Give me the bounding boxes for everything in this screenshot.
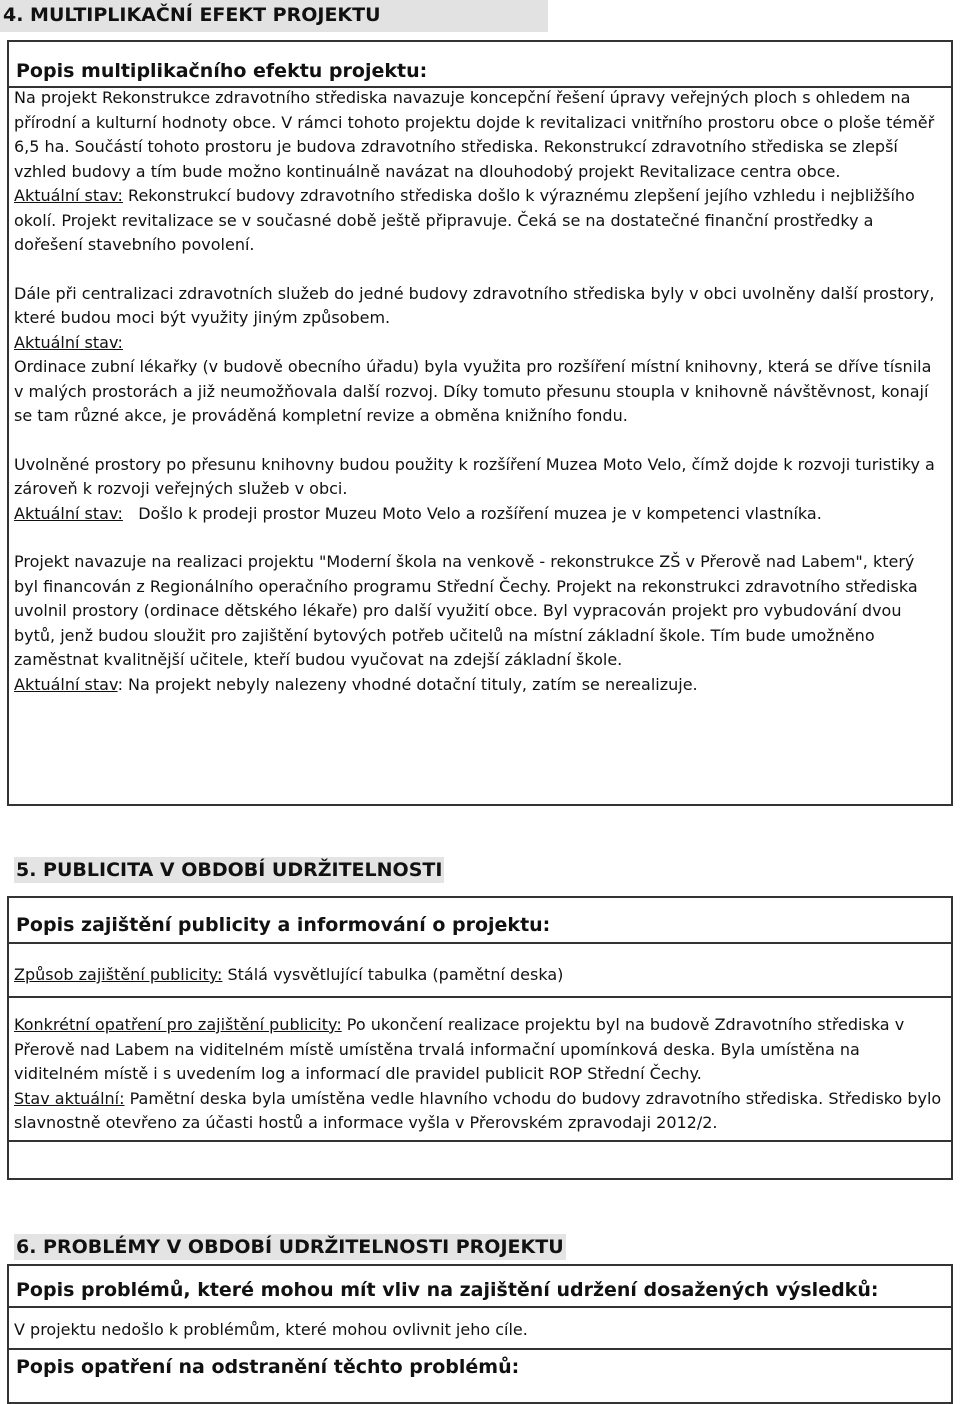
paragraph-4 [14, 550, 942, 673]
paragraph-3-text: Uvolněné prostory po přesunu knihovny budou použity k rozšíření Muzea Moto Velo, čímž dojde k rozvoji turistiky a zároveň k rozvoji veřejných služeb v obci. [14, 454, 935, 498]
status-text: : Na projekt nebyly nalezeny vhodné dotační tituly, zatím se nerealizuje. [117, 674, 698, 694]
paragraph-2-status-label [14, 331, 942, 356]
section-5-bottom-divider [7, 1140, 953, 1142]
status-label: Aktuální stav: [14, 332, 123, 352]
section-5-measures [14, 1013, 942, 1136]
paragraph-2 [14, 282, 942, 331]
section-6-text: V projektu nedošlo k problémům, které mohou ovlivnit jeho cíle. [14, 1320, 528, 1339]
section-5-title-divider [7, 942, 953, 944]
section-5-method [14, 963, 942, 988]
status-text: Došlo k prodeji prostor Muzeu Moto Velo a rozšíření muzea je v kompetenci vlastníka. [138, 503, 822, 523]
section-4-box-title: Popis multiplikačního efektu projektu: [16, 60, 428, 82]
paragraph-3 [14, 453, 942, 502]
paragraph-1 [14, 86, 942, 184]
status-label: Aktuální stav: [14, 186, 123, 205]
paragraph-1-status [14, 184, 942, 258]
status-text: Ordinace zubní lékařky (v budově obecního úřadu) byla využita pro rozšíření místní knihovny, která se dříve tísnila v malých prostorách a již neumožňovala další rozvoj. Díky tomuto přesunu stoupla v knihovně návštěvnost, konají se tam různé akce, je prováděná kompletní revize a obměna knižního fondu. [14, 357, 932, 425]
method-text: Stálá vysvětlující tabulka (pamětní deska) [222, 965, 564, 984]
paragraph-2-status [14, 355, 942, 429]
status-text: Pamětní deska byla umístěna vedle hlavního vchodu do budovy zdravotního střediska. Středisko bylo slavnostně otevřeno za účasti hostů a informace vyšla v Přerovském zpravodaji 2012/2. [14, 1088, 942, 1132]
status-text: Rekonstrukcí budovy zdravotního střediska došlo k výraznému zlepšení jejího vzhledu i nejbližšího okolí. Projekt revitalizace se v současné době ještě připravuje. Čeká se na dostatečné finanční prostředky a dořešení stavebního povolení. [14, 186, 915, 254]
paragraph-1-text: Na projekt Rekonstrukce zdravotního střediska navazuje koncepční řešení úpravy veřejných ploch s ohledem na přírodní a kulturní hodnoty obce. V rámci tohoto projektu dojde k revitalizaci vnitřního prostoru obce o ploše téměř 6,5 ha. Součástí tohoto prostoru je budova zdravotního střediska. Rekonstrukcí zdravotního střediska se zlepší vzhled budovy a tím bude možno kontinuálně navázat na dlouhodobý projekt Revitalizace centra obce. [14, 88, 935, 181]
measure-text: Po ukončení realizace projektu byl na budově Zdravotního střediska v Přerově nad Labem na viditelném místě umístěna trvalá informační upomínková deska. Byla umístěna na viditelném místě i s uvedením log a informací dle pravidel publicit ROP Střední Čechy. [14, 1015, 905, 1083]
section-4-heading: 4. MULTIPLIKAČNÍ EFEKT PROJEKTU [3, 4, 381, 26]
section-6-heading: 6. PROBLÉMY V OBDOBÍ UDRŽITELNOSTI PROJEKTU [16, 1236, 564, 1258]
section-4-body [14, 86, 942, 697]
paragraph-4-text: Projekt navazuje na realizaci projektu "Moderní škola na venkově - rekonstrukce ZŠ v Přerově nad Labem", který byl financován z Regionálního operačního programu Střední Čechy. Projekt na rekonstrukci zdravotního střediska uvolnil prostory (ordinace dětského lékaře) pro další využití obce. Byl vypracován projekt pro vybudování dvou bytů, jenž budou sloužit pro zajištění bytových potřeb učitelů na místní základní škole. Tím bude umožněno zaměstnat kvalitnější učitele, kteří budou vyučovat na zdejší základní škole. [14, 552, 918, 669]
section-5-heading: 5. PUBLICITA V OBDOBÍ UDRŽITELNOSTI [16, 859, 443, 881]
section-6-box-title-2: Popis opatření na odstranění těchto problémů: [16, 1356, 520, 1378]
status-label: Stav aktuální: [14, 1088, 125, 1108]
status-label: Aktuální stav: [14, 503, 123, 523]
section-6-box-title: Popis problémů, které mohou mít vliv na zajištění udržení dosažených výsledků: [16, 1279, 879, 1301]
status-label: Aktuální stav [14, 674, 118, 694]
method-label: Způsob zajištění publicity: [14, 965, 223, 984]
paragraph-3-status [14, 502, 942, 527]
paragraph-4-status [14, 673, 942, 698]
section-6-text-divider [7, 1348, 953, 1350]
section-6-title-divider [7, 1306, 953, 1308]
paragraph-2-text: Dále při centralizaci zdravotních služeb do jedné budovy zdravotního střediska byly v obci uvolněny další prostory, které budou moci být využity jiným způsobem. [14, 283, 935, 327]
section-5-box-title: Popis zajištění publicity a informování o projektu: [16, 914, 551, 936]
section-5-method-divider [7, 996, 953, 998]
measure-label: Konkrétní opatření pro zajištění publicity: [14, 1015, 342, 1034]
